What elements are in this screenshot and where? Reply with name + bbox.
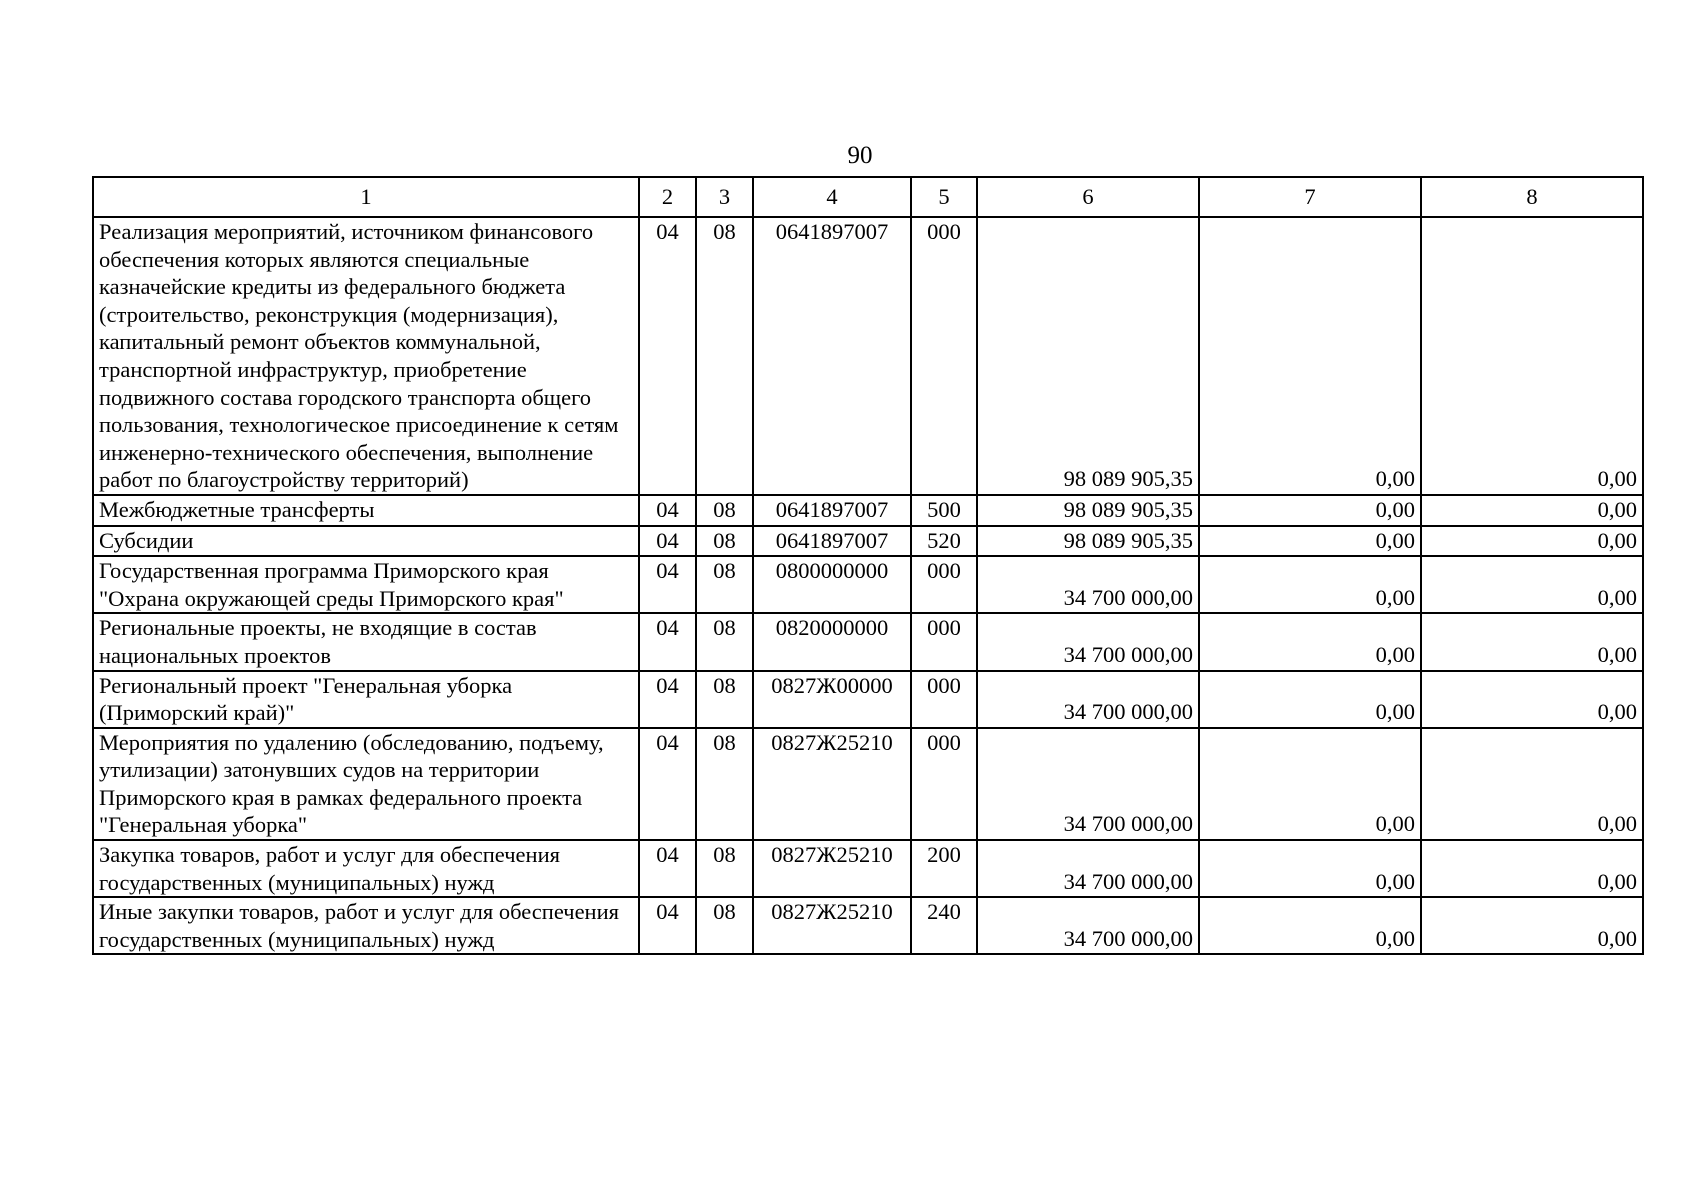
- target-article-cell: 0827Ж25210: [753, 728, 911, 840]
- budget-table: [92, 176, 1644, 955]
- amount-col7-cell: 0,00: [1199, 495, 1421, 526]
- column-header: 7: [1199, 177, 1421, 217]
- subsection-code-cell: 08: [696, 897, 753, 954]
- row-name-cell: Региональный проект "Генеральная уборка (Приморский край)": [93, 671, 639, 728]
- target-article-cell: 0820000000: [753, 613, 911, 670]
- amount-col8-cell: 0,00: [1421, 556, 1643, 613]
- column-header: 1: [93, 177, 639, 217]
- table-row: [93, 556, 1643, 613]
- amount-col7-cell: 0,00: [1199, 613, 1421, 670]
- subsection-code-cell: 08: [696, 556, 753, 613]
- section-code-cell: 04: [639, 495, 696, 526]
- amount-col7-cell: 0,00: [1199, 217, 1421, 495]
- row-name-cell: Региональные проекты, не входящие в состав национальных проектов: [93, 613, 639, 670]
- target-article-cell: 0641897007: [753, 217, 911, 495]
- amount-col7-cell: 0,00: [1199, 728, 1421, 840]
- expense-type-cell: 500: [911, 495, 977, 526]
- section-code-cell: 04: [639, 526, 696, 557]
- table-row: [93, 728, 1643, 840]
- target-article-cell: 0827Ж25210: [753, 840, 911, 897]
- column-header: 8: [1421, 177, 1643, 217]
- page-number: 90: [847, 142, 873, 169]
- expense-type-cell: 000: [911, 217, 977, 495]
- amount-col8-cell: 0,00: [1421, 840, 1643, 897]
- table-row: [93, 495, 1643, 526]
- target-article-cell: 0641897007: [753, 526, 911, 557]
- subsection-code-cell: 08: [696, 671, 753, 728]
- target-article-cell: 0827Ж25210: [753, 897, 911, 954]
- amount-col6-cell: 34 700 000,00: [977, 671, 1199, 728]
- amount-col8-cell: 0,00: [1421, 526, 1643, 557]
- expense-type-cell: 000: [911, 613, 977, 670]
- expense-type-cell: 520: [911, 526, 977, 557]
- amount-col8-cell: 0,00: [1421, 217, 1643, 495]
- amount-col7-cell: 0,00: [1199, 840, 1421, 897]
- amount-col8-cell: 0,00: [1421, 495, 1643, 526]
- column-header: 6: [977, 177, 1199, 217]
- expense-type-cell: 000: [911, 728, 977, 840]
- amount-col6-cell: 34 700 000,00: [977, 556, 1199, 613]
- section-code-cell: 04: [639, 897, 696, 954]
- table-row: [93, 840, 1643, 897]
- subsection-code-cell: 08: [696, 217, 753, 495]
- row-name-cell: Иные закупки товаров, работ и услуг для обеспечения государственных (муниципальных) нужд: [93, 897, 639, 954]
- row-name-cell: Государственная программа Приморского края "Охрана окружающей среды Приморского края": [93, 556, 639, 613]
- subsection-code-cell: 08: [696, 728, 753, 840]
- section-code-cell: 04: [639, 728, 696, 840]
- amount-col7-cell: 0,00: [1199, 556, 1421, 613]
- amount-col6-cell: 98 089 905,35: [977, 526, 1199, 557]
- target-article-cell: 0800000000: [753, 556, 911, 613]
- row-name-cell: Мероприятия по удалению (обследованию, подъему, утилизации) затонувших судов на территории Приморского края в рамках федерального проекта "Генеральная уборка": [93, 728, 639, 840]
- expense-type-cell: 200: [911, 840, 977, 897]
- section-code-cell: 04: [639, 840, 696, 897]
- subsection-code-cell: 08: [696, 526, 753, 557]
- row-name-cell: Реализация мероприятий, источником финансового обеспечения которых являются специальные казначейские кредиты из федерального бюджета (строительство, реконструкция (модернизация), капитальный ремонт объектов коммунальной, транспортной инфраструктур, приобретение подвижного состава городского транспорта общего пользования, технологическое присоединение к сетям инженерно-технического обеспечения, выполнение работ по благоустройству территорий): [93, 217, 639, 495]
- amount-col7-cell: 0,00: [1199, 526, 1421, 557]
- section-code-cell: 04: [639, 217, 696, 495]
- row-name-cell: Межбюджетные трансферты: [93, 495, 639, 526]
- column-header: 4: [753, 177, 911, 217]
- column-header: 3: [696, 177, 753, 217]
- subsection-code-cell: 08: [696, 840, 753, 897]
- expense-type-cell: 240: [911, 897, 977, 954]
- header-row: [93, 177, 1643, 217]
- target-article-cell: 0827Ж00000: [753, 671, 911, 728]
- section-code-cell: 04: [639, 613, 696, 670]
- amount-col7-cell: 0,00: [1199, 671, 1421, 728]
- subsection-code-cell: 08: [696, 495, 753, 526]
- table-row: [93, 217, 1643, 495]
- table-row: [93, 613, 1643, 670]
- table-row: [93, 897, 1643, 954]
- table-row: [93, 526, 1643, 557]
- row-name-cell: Закупка товаров, работ и услуг для обеспечения государственных (муниципальных) нужд: [93, 840, 639, 897]
- table-row: [93, 671, 1643, 728]
- amount-col6-cell: 34 700 000,00: [977, 728, 1199, 840]
- column-header: 2: [639, 177, 696, 217]
- amount-col8-cell: 0,00: [1421, 728, 1643, 840]
- amount-col8-cell: 0,00: [1421, 671, 1643, 728]
- expense-type-cell: 000: [911, 556, 977, 613]
- amount-col8-cell: 0,00: [1421, 897, 1643, 954]
- amount-col6-cell: 98 089 905,35: [977, 217, 1199, 495]
- section-code-cell: 04: [639, 671, 696, 728]
- section-code-cell: 04: [639, 556, 696, 613]
- amount-col6-cell: 34 700 000,00: [977, 897, 1199, 954]
- amount-col7-cell: 0,00: [1199, 897, 1421, 954]
- table-body: [93, 217, 1643, 954]
- amount-col6-cell: 98 089 905,35: [977, 495, 1199, 526]
- amount-col8-cell: 0,00: [1421, 613, 1643, 670]
- expense-type-cell: 000: [911, 671, 977, 728]
- target-article-cell: 0641897007: [753, 495, 911, 526]
- row-name-cell: Субсидии: [93, 526, 639, 557]
- amount-col6-cell: 34 700 000,00: [977, 840, 1199, 897]
- subsection-code-cell: 08: [696, 613, 753, 670]
- column-header: 5: [911, 177, 977, 217]
- amount-col6-cell: 34 700 000,00: [977, 613, 1199, 670]
